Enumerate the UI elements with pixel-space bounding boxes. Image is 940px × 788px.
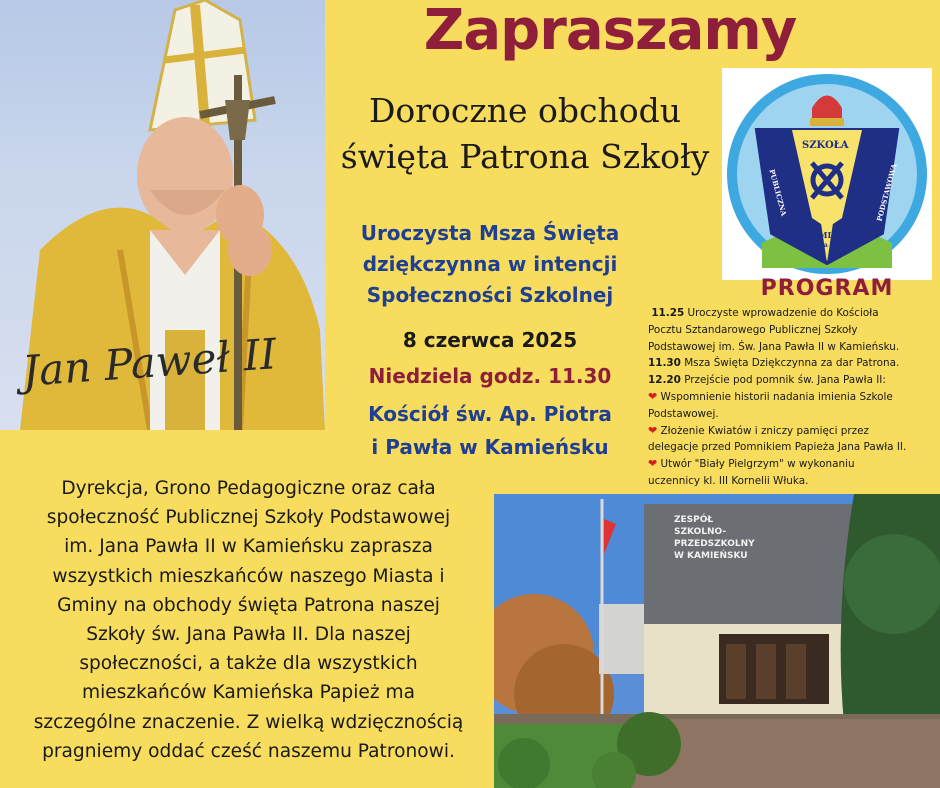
program-text: Uroczyste wprowadzenie do Kościoła bbox=[687, 307, 879, 319]
invitation-line: Dyrekcja, Grono Pedagogiczne oraz cała bbox=[61, 478, 436, 499]
program-item bbox=[648, 305, 940, 322]
program-item: Pocztu Sztandarowego Publicznej Szkoły bbox=[648, 323, 858, 336]
program-list bbox=[648, 305, 940, 490]
mass-title-line: Uroczysta Msza Święta bbox=[360, 221, 620, 245]
invitation-line: im. Jana Pawła II w Kamieńsku zaprasza bbox=[64, 536, 433, 558]
heart-icon: ❤ bbox=[648, 423, 658, 437]
invitation-line: społeczności, a także dla wszystkich bbox=[79, 653, 418, 675]
program-bullet-text: Złożenie Kwiatów i zniczy pamięci przez bbox=[660, 424, 869, 437]
logo-left-text: PUBLICZNA bbox=[767, 168, 789, 217]
mass-place bbox=[325, 398, 658, 464]
mass-title-line: dziękczynna w intencji bbox=[362, 252, 618, 276]
school-sign-line: ZESPÓŁ bbox=[674, 515, 714, 525]
school-sign-line: PRZEDSZKOLNY bbox=[674, 539, 755, 549]
invitation-line: mieszkańców Kamieńska Papież ma bbox=[81, 682, 416, 704]
program-item bbox=[648, 372, 940, 389]
mass-place-line: i Pawła w Kamieńsku bbox=[371, 435, 609, 459]
program-bullet bbox=[648, 456, 940, 473]
logo-bottom-text: W KAMIEŃSKU bbox=[794, 230, 865, 240]
heart-icon: ❤ bbox=[648, 457, 658, 471]
logo-top-text: SZKOŁA bbox=[802, 140, 849, 151]
program-bullet bbox=[648, 423, 940, 440]
program-time: 11.25 bbox=[651, 307, 685, 319]
subtitle bbox=[325, 88, 725, 180]
mass-title bbox=[325, 218, 655, 311]
page-title: Zapraszamy bbox=[423, 0, 797, 63]
mass-title-line: Społeczności Szkolnej bbox=[366, 283, 614, 307]
signature: Jan Paweł II bbox=[20, 329, 279, 396]
program-text: Przejście pod pomnik św. Jana Pawła II: bbox=[684, 374, 886, 387]
program-item bbox=[648, 355, 940, 372]
mass-time: Niedziela godz. 11.30 bbox=[368, 364, 612, 388]
invitation-line: Gminy na obchody święta Patrona naszej bbox=[57, 594, 440, 616]
program-time: 11.30 bbox=[648, 357, 681, 370]
program-time: 12.20 bbox=[648, 374, 681, 387]
program-bullet-cont: uczennicy kl. III Kornelii Włuka. bbox=[648, 474, 809, 487]
program-bullet bbox=[648, 389, 940, 406]
heart-icon: ❤ bbox=[648, 389, 658, 403]
invitation-line: szczególne znaczenie. Z wielką wdzięcznością bbox=[33, 711, 464, 733]
program-bullet-text: Wspomnienie historii nadania imienia Szkole bbox=[660, 390, 893, 403]
logo-right-text: PODSTAWOWA bbox=[874, 162, 899, 223]
program-item: Podstawowej im. Św. Jana Pawła II w Kamieńsku. bbox=[648, 340, 900, 353]
school-photo bbox=[494, 494, 940, 788]
logo-patron-text: im. Jana Pawła II bbox=[800, 242, 858, 249]
invitation-line: społeczność Publicznej Szkoły Podstawowej bbox=[46, 507, 451, 529]
program-text: Msza Święta Dziękczynna za dar Patrona. bbox=[684, 357, 900, 370]
mass-date: 8 czerwca 2025 bbox=[402, 328, 578, 352]
subtitle-line: Doroczne obchodu bbox=[368, 91, 682, 130]
school-logo bbox=[722, 68, 932, 280]
school-sign-line: SZKOLNO- bbox=[674, 527, 727, 537]
subtitle-line: święta Patrona Szkoły bbox=[340, 137, 710, 176]
invitation-line: Szkoły św. Jana Pawła II. Dla naszej bbox=[86, 624, 411, 646]
program-bullet-text: Utwór "Biały Pielgrzym" w wykonaniu bbox=[660, 458, 855, 471]
invitation-line: pragniemy oddać cześć naszemu Patronowi. bbox=[42, 740, 455, 762]
school-sign-line: W KAMIEŃSKU bbox=[674, 551, 748, 561]
program-bullet-cont: Podstawowej. bbox=[648, 407, 719, 420]
pope-photo bbox=[0, 0, 325, 430]
mass-place-line: Kościół św. Ap. Piotra bbox=[368, 402, 612, 426]
invitation-text bbox=[0, 474, 497, 766]
program-heading: PROGRAM bbox=[760, 276, 894, 301]
school-sign bbox=[674, 514, 755, 562]
program-bullet-cont: delegacje przed Pomnikiem Papieża Jana Pawła II. bbox=[648, 441, 907, 454]
invitation-line: wszystkich mieszkańców naszego Miasta i bbox=[52, 565, 445, 587]
